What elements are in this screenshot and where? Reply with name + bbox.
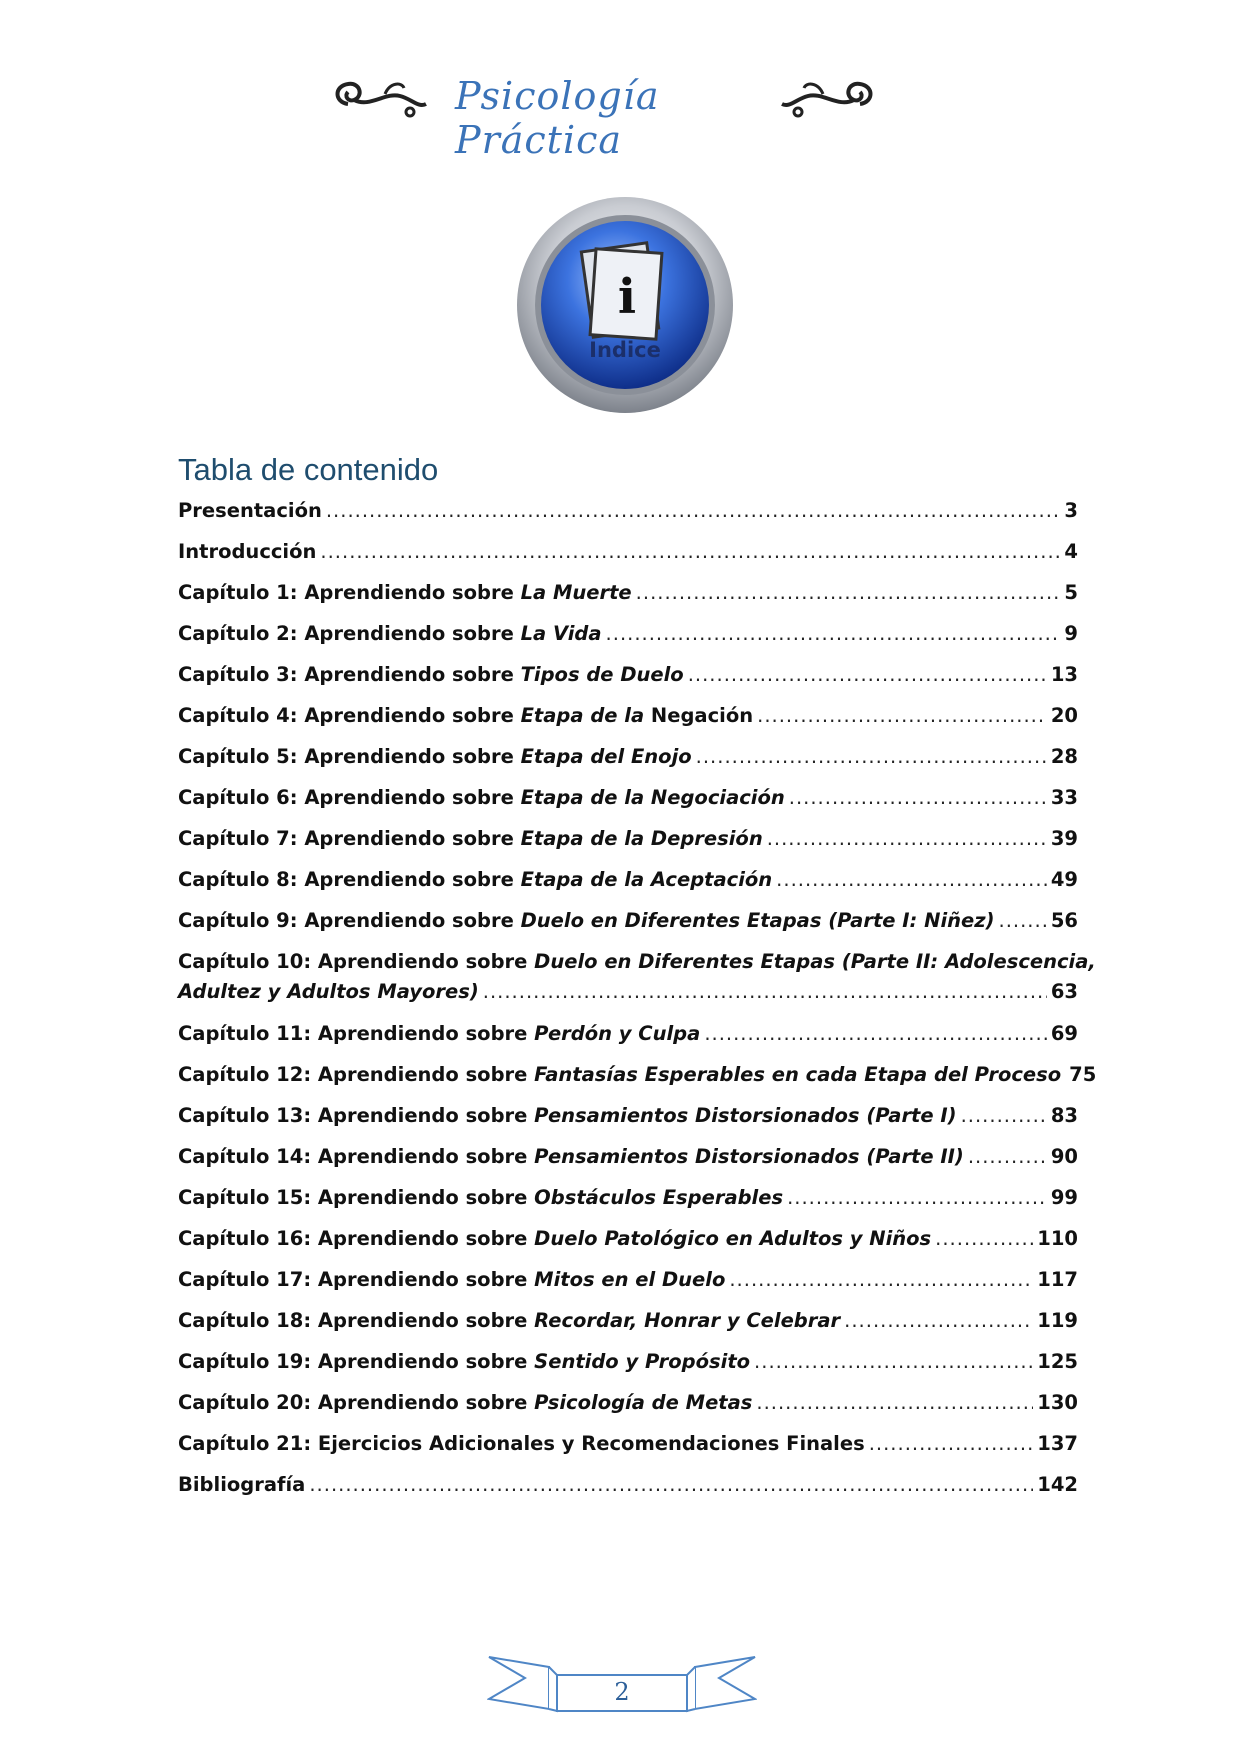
toc-entry[interactable]: [178, 1306, 1078, 1347]
toc-entry-italic: Obstáculos Esperables: [534, 1186, 784, 1209]
toc-page-number: 69: [1050, 1022, 1078, 1045]
toc-entry[interactable]: [178, 1183, 1078, 1224]
toc-entry-title: [178, 1388, 752, 1418]
toc-entry-title: [178, 742, 692, 772]
toc-entry-italic: La Muerte: [520, 581, 632, 604]
toc-entry-prefix: Capítulo 17: Aprendiendo sobre: [178, 1268, 535, 1291]
toc-entry[interactable]: [178, 496, 1078, 537]
toc-dot-leader: [483, 977, 1047, 1007]
toc-entry-italic: Perdón y Culpa: [534, 1022, 701, 1045]
toc-entry-prefix: Capítulo 20: Aprendiendo sobre: [178, 1391, 535, 1414]
toc-dot-leader: [961, 1101, 1047, 1131]
toc-entry-italic: Sentido y Propósito: [534, 1350, 751, 1373]
toc-entry[interactable]: [178, 1101, 1078, 1142]
toc-entry-prefix: Capítulo 5: Aprendiendo sobre: [178, 745, 521, 768]
toc-entry-prefix: Capítulo 18: Aprendiendo sobre: [178, 1309, 535, 1332]
page-number: 2: [614, 1678, 630, 1706]
toc-dot-leader: [754, 1347, 1033, 1377]
toc-page-number: 117: [1037, 1268, 1078, 1291]
toc-entry[interactable]: [178, 701, 1078, 742]
toc-entry-italic: Mitos en el Duelo: [534, 1268, 726, 1291]
toc-page-number: 119: [1037, 1309, 1078, 1332]
toc-entry-italic: Etapa de la: [520, 704, 645, 727]
toc-entry-prefix: Capítulo 14: Aprendiendo sobre: [178, 1145, 535, 1168]
toc-dot-leader: [320, 537, 1060, 567]
toc-dot-leader: [704, 1019, 1047, 1049]
toc-page-number: 125: [1037, 1350, 1078, 1373]
toc-entry-italic: Etapa de la Aceptación: [520, 868, 773, 891]
toc-entry[interactable]: [178, 1388, 1078, 1429]
toc-entry-italic: Duelo en Diferentes Etapas (Parte II: Adolescencia,: [534, 950, 1096, 973]
toc-dot-leader: [326, 496, 1061, 526]
toc-page-number: 75: [1069, 1063, 1097, 1086]
toc-entry[interactable]: [178, 1265, 1078, 1306]
toc-dot-leader: [309, 1470, 1033, 1500]
toc-entry-title: [178, 1019, 700, 1049]
toc-entry-prefix: Capítulo 1: Aprendiendo sobre: [178, 581, 521, 604]
toc-entry-title: [178, 1306, 840, 1336]
info-index-icon: [515, 195, 735, 415]
toc-entry-title: [178, 496, 322, 526]
toc-entry-prefix: Capítulo 6: Aprendiendo sobre: [178, 786, 521, 809]
toc-page-number: 130: [1037, 1391, 1078, 1414]
toc-entry-title: [178, 947, 1096, 977]
toc-entry-title: [178, 1429, 865, 1459]
toc-entry-title: [178, 1183, 783, 1213]
toc-dot-leader: [935, 1224, 1033, 1254]
toc-entry-title: [178, 824, 763, 854]
toc-entry-italic: Pensamientos Distorsionados (Parte I): [534, 1104, 957, 1127]
toc-entry-prefix: Introducción: [178, 540, 317, 563]
toc-entry-prefix: Capítulo 13: Aprendiendo sobre: [178, 1104, 535, 1127]
toc-entry[interactable]: [178, 578, 1078, 619]
toc-entry[interactable]: [178, 947, 1096, 1019]
toc-page-number: 20: [1050, 704, 1078, 727]
toc-entry-title: [178, 619, 602, 649]
toc-entry[interactable]: [178, 865, 1078, 906]
toc-entry-italic: Etapa del Enojo: [520, 745, 692, 768]
toc-dot-leader: [869, 1429, 1034, 1459]
toc-dot-leader: [696, 742, 1047, 772]
logo-glyph: i: [617, 269, 637, 325]
toc-entry[interactable]: [178, 660, 1078, 701]
toc-entry-italic: La Vida: [520, 622, 602, 645]
toc-page-number: 28: [1050, 745, 1078, 768]
toc-entry-prefix: Capítulo 4: Aprendiendo sobre: [178, 704, 521, 727]
toc-entry-title: [178, 660, 684, 690]
toc-entry-italic: Psicología de Metas: [534, 1391, 753, 1414]
toc-entry[interactable]: [178, 1224, 1078, 1265]
toc-dot-leader: [844, 1306, 1033, 1336]
toc-entry-prefix: Capítulo 12: Aprendiendo sobre: [178, 1063, 535, 1086]
logo-caption: Indice: [589, 338, 661, 362]
toc-page-number: 142: [1037, 1473, 1078, 1496]
toc-entry-title: [178, 1347, 750, 1377]
toc-entry[interactable]: [178, 1347, 1078, 1388]
toc-dot-leader: [787, 1183, 1047, 1213]
toc-entry-prefix: Capítulo 9: Aprendiendo sobre: [178, 909, 521, 932]
flourish-left-icon: [330, 74, 430, 122]
toc-dot-leader: [636, 578, 1061, 608]
toc-page-number: 56: [1050, 909, 1078, 932]
toc-page-number: 63: [1050, 980, 1078, 1003]
toc-page-number: 9: [1064, 622, 1078, 645]
toc-entry[interactable]: [178, 537, 1078, 578]
toc-page-number: 5: [1064, 581, 1078, 604]
header-title: Psicología Práctica: [455, 74, 660, 162]
toc-dot-leader: [756, 1388, 1033, 1418]
toc-list: [178, 496, 1097, 1511]
toc-entry-title: [178, 537, 316, 567]
toc-entry[interactable]: [178, 1429, 1078, 1470]
toc-page-number: 99: [1050, 1186, 1078, 1209]
toc-entry[interactable]: [178, 824, 1078, 865]
toc-dot-leader: [776, 865, 1047, 895]
toc-entry-title: [178, 1224, 931, 1254]
toc-entry-title: [178, 1101, 957, 1131]
toc-entry-prefix: Capítulo 10: Aprendiendo sobre: [178, 950, 535, 973]
toc-entry-prefix: Capítulo 16: Aprendiendo sobre: [178, 1227, 535, 1250]
toc-page-number: 83: [1050, 1104, 1078, 1127]
toc-dot-leader: [767, 824, 1047, 854]
toc-page-number: 137: [1037, 1432, 1078, 1455]
toc-dot-leader: [606, 619, 1061, 649]
toc-page-number: 39: [1050, 827, 1078, 850]
toc-heading: Tabla de contenido: [178, 452, 439, 487]
toc-entry-italic: Recordar, Honrar y Celebrar: [534, 1309, 841, 1332]
toc-entry-prefix: Bibliografía: [178, 1473, 306, 1496]
toc-page-number: 4: [1064, 540, 1078, 563]
toc-entry-title: [178, 1265, 725, 1295]
toc-dot-leader: [999, 906, 1047, 936]
toc-dot-leader: [729, 1265, 1033, 1295]
toc-entry-italic: Etapa de la Negociación: [520, 786, 785, 809]
toc-dot-leader: [968, 1142, 1047, 1172]
toc-dot-leader: [789, 783, 1047, 813]
toc-page-number: 13: [1050, 663, 1078, 686]
toc-entry[interactable]: [178, 1470, 1078, 1511]
toc-entry-suffix: Negación: [644, 704, 754, 727]
toc-entry-italic-cont: Adultez y Adultos Mayores): [178, 980, 479, 1003]
toc-entry[interactable]: [178, 783, 1078, 824]
toc-entry-title: [178, 783, 785, 813]
toc-entry-title-cont: [178, 977, 479, 1007]
toc-entry-italic: Duelo Patológico en Adultos y Niños: [534, 1227, 932, 1250]
toc-entry[interactable]: [178, 1142, 1078, 1183]
toc-entry-prefix: Capítulo 7: Aprendiendo sobre: [178, 827, 521, 850]
toc-page-number: 110: [1037, 1227, 1078, 1250]
toc-entry[interactable]: [178, 619, 1078, 660]
toc-entry-prefix: Capítulo 21: Ejercicios Adicionales y Recomendaciones Finales: [178, 1432, 865, 1455]
toc-page-number: 3: [1064, 499, 1078, 522]
toc-entry-title: [178, 701, 753, 731]
flourish-right-icon: [778, 74, 878, 122]
toc-entry-prefix: Capítulo 3: Aprendiendo sobre: [178, 663, 521, 686]
toc-entry-italic: Pensamientos Distorsionados (Parte II): [534, 1145, 964, 1168]
toc-entry-title: [178, 1470, 305, 1500]
toc-dot-leader: [688, 660, 1047, 690]
toc-page-number: 33: [1050, 786, 1078, 809]
toc-entry[interactable]: [178, 742, 1078, 783]
toc-entry-prefix: Capítulo 15: Aprendiendo sobre: [178, 1186, 535, 1209]
toc-entry-prefix: Presentación: [178, 499, 322, 522]
toc-entry-italic: Duelo en Diferentes Etapas (Parte I: Niñez): [520, 909, 995, 932]
page-header: [0, 62, 1241, 162]
toc-entry-title: [178, 1060, 1061, 1090]
toc-entry[interactable]: [178, 1060, 1097, 1101]
toc-page-number: 49: [1050, 868, 1078, 891]
toc-entry-title: [178, 906, 995, 936]
toc-entry-title: [178, 1142, 964, 1172]
toc-entry-prefix: Capítulo 2: Aprendiendo sobre: [178, 622, 521, 645]
toc-entry-prefix: Capítulo 19: Aprendiendo sobre: [178, 1350, 535, 1373]
toc-entry-title: [178, 578, 632, 608]
toc-dot-leader: [757, 701, 1047, 731]
toc-entry-title: [178, 865, 772, 895]
toc-entry[interactable]: [178, 906, 1078, 947]
toc-entry-prefix: Capítulo 11: Aprendiendo sobre: [178, 1022, 535, 1045]
toc-entry-italic: Etapa de la Depresión: [520, 827, 763, 850]
toc-entry[interactable]: [178, 1019, 1078, 1060]
toc-entry-italic: Fantasías Esperables en cada Etapa del Proceso: [534, 1063, 1062, 1086]
toc-entry-italic: Tipos de Duelo: [520, 663, 684, 686]
toc-page-number: 90: [1050, 1145, 1078, 1168]
toc-entry-prefix: Capítulo 8: Aprendiendo sobre: [178, 868, 521, 891]
